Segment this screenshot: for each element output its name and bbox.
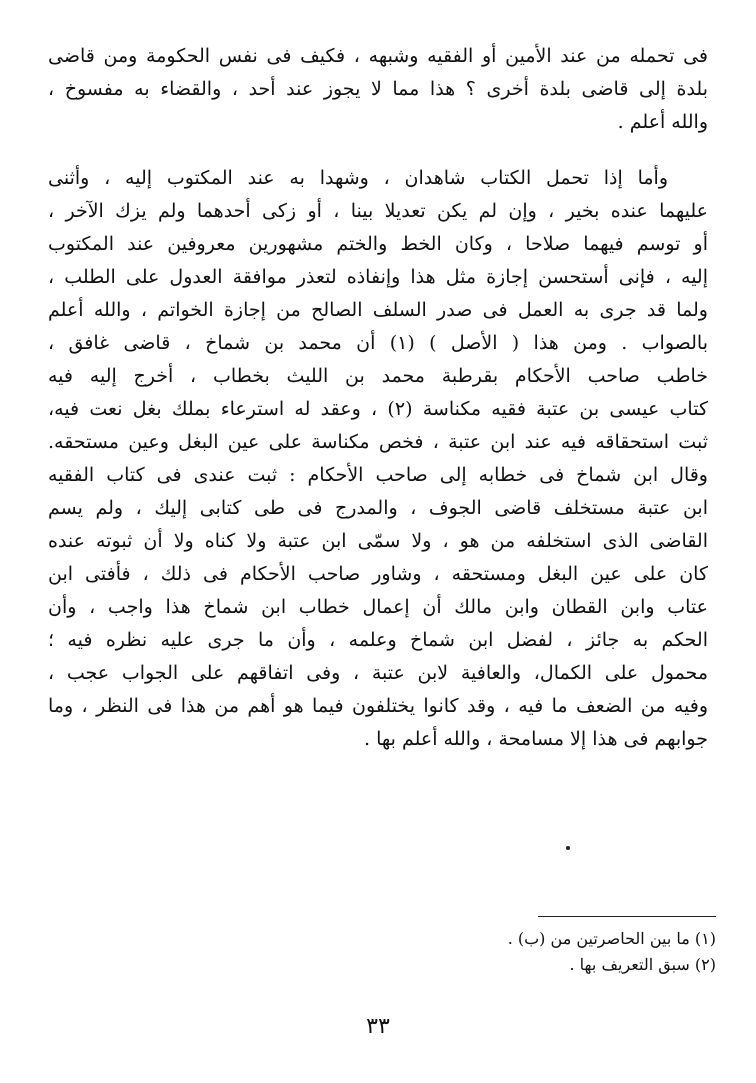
text-line: جوابهم فى هذا إلا مسامحة ، والله أعلم بها .	[363, 728, 708, 750]
text-line: بلدة إلى قاضى بلدة أخرى ؟ هذا مما لا يجوز عند أحد ، والقضاء به مفسوخ ،	[48, 78, 708, 100]
footnote-2: (٢) سبق التعريف بها .	[569, 955, 716, 974]
text-line: ابن عتبة مستخلف قاضى الجوف ، والمدرج فى طى كتابى إليك ، ولم يسم	[48, 497, 708, 519]
text-line: كان على عين البغل ومستحقه ، وشاور صاحب الأحكام فى ذلك ، فأفتى ابن	[48, 563, 708, 585]
footnote-divider	[538, 916, 716, 917]
ink-dot	[566, 846, 570, 850]
text-line: كتاب عيسى بن عتبة فقيه مكناسة (٢) ، وعقد له استرعاء بملك بغل نعت فيه،	[48, 398, 708, 420]
text-line: إليه ، فإنى أستحسن إجازة مثل هذا وإنفاذه لتعذر موافقة العدول على الطلب ،	[48, 266, 708, 288]
text-line: وأما إذا تحمل الكتاب شاهدان ، وشهدا به عند المكتوب إليه ، وأثنى	[48, 167, 668, 189]
text-line: فى تحمله من عند الأمين أو الفقيه وشبهه ، فكيف فى نفس الحكومة ومن قاضى	[48, 45, 708, 67]
text-line: وقال ابن شماخ فى خطابه إلى صاحب الأحكام : ثبت عندى فى كتاب الفقيه	[48, 464, 708, 486]
paragraph-2	[48, 162, 708, 756]
paragraph-1	[48, 40, 708, 139]
text-line: أو توسم فيهما صلاحا ، وكان الخط والختم مشهورين معروفين عند المكتوب	[48, 233, 708, 255]
text-line: ولما قد جرى به العمل فى صدر السلف الصالح من إجازة الخواتم ، والله أعلم	[48, 299, 708, 321]
text-line: محمول على الكمال، والعافية لابن عتبة ، وفى اتفاقهم على الجواب عجب ،	[48, 662, 708, 684]
footnote-1: (١) ما بين الحاصرتين من (ب) .	[507, 929, 716, 948]
text-line: بالصواب . ومن هذا ( الأصل ) (١) أن محمد بن شماخ ، قاضى غافق ،	[48, 332, 708, 354]
text-line: والله أعلم .	[617, 111, 708, 133]
text-line: ثبت استحقاقه فيه عند ابن عتبة ، فخص مكناسة على عين البغل وعين مستحقه.	[48, 431, 708, 453]
text-line: خاطب صاحب الأحكام بقرطبة محمد بن الليث بخطاب ، أخرج إليه فيه	[48, 365, 708, 387]
text-line: عتاب وابن القطان وابن مالك أن إعمال خطاب ابن شماخ هذا واجب ، وأن	[48, 596, 708, 618]
text-line: القاضى الذى استخلفه من هو ، ولا سمّى ابن عتبة ولا كناه ولا أن ثبوته عنده	[48, 530, 708, 552]
page-number: ٣٣	[366, 1014, 390, 1039]
text-line: الحكم به جائز ، لفضل ابن شماخ وعلمه ، وأن ما جرى عليه نظره فيه ؛	[48, 629, 708, 651]
footnotes	[316, 926, 716, 978]
text-line: عليهما عنده بخير ، وإن لم يكن تعديلا بينا ، أو زكى أحدهما ولم يزك الآخر ،	[48, 200, 708, 222]
text-line: وفيه من الضعف ما فيه ، وقد كانوا يختلفون فيما هو أهم من هذا فى النظر ، وما	[48, 695, 708, 717]
